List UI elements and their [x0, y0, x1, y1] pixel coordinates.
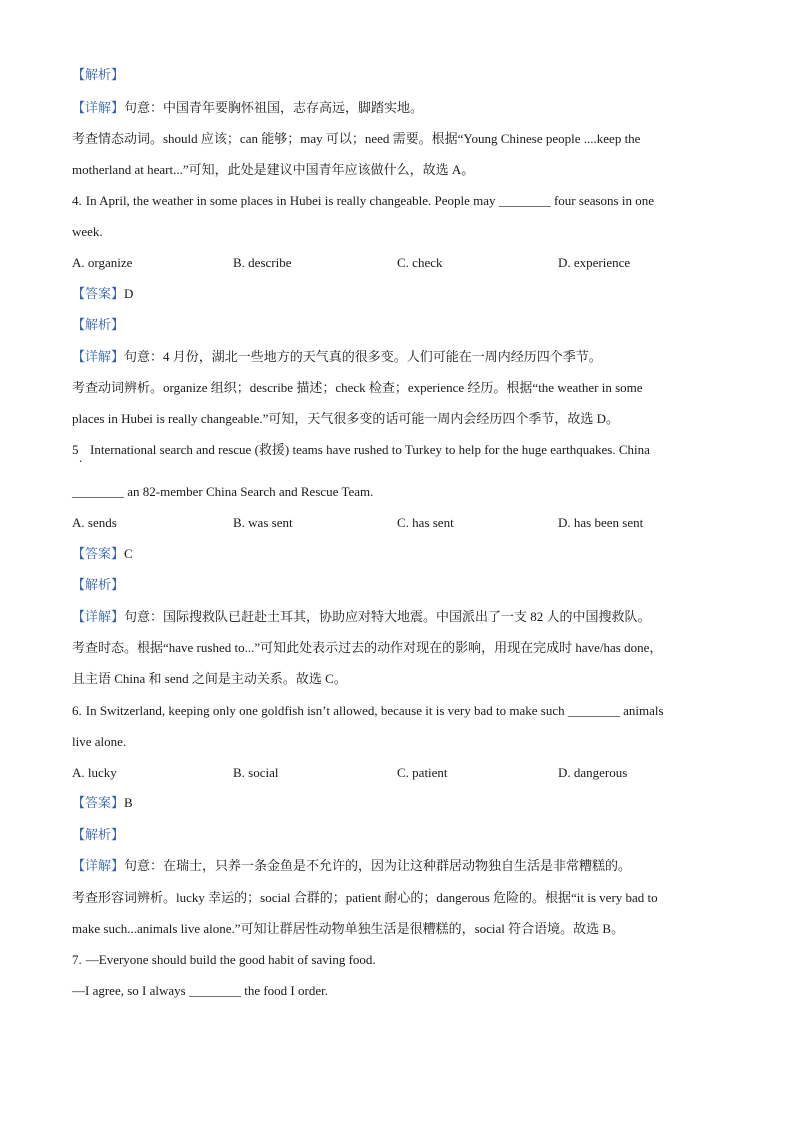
q6-detail-label: 【详解】 [72, 858, 125, 873]
q5-option-a: A. sends [72, 515, 117, 530]
q5-analysis-label: 【解析】 [72, 577, 125, 592]
q5-stem-line-1 [72, 441, 650, 459]
q6-option-a: A. lucky [72, 765, 117, 780]
q4-answer-label: 【答案】 [72, 286, 125, 301]
q5-options [0, 514, 794, 532]
q5-detail-text: 句意：国际搜救队已赶赴土耳其，协助应对特大地震。中国派出了一支 82 人的中国搜救队。 [124, 609, 651, 624]
q4-explanation-line-1: 考查动词辨析。organize 组织；describe 描述；check 检查；experience 经历。根据“the weather in some [72, 380, 643, 395]
q6-analysis-label: 【解析】 [72, 827, 125, 842]
q4-option-a: A. organize [72, 255, 133, 270]
q6-answer-line [72, 794, 133, 812]
q4-answer-line [72, 285, 133, 303]
q4-stem-line-2: week. [72, 224, 103, 239]
q5-stem-line-2: ________ an 82-member China Search and Rescue Team. [72, 484, 374, 499]
q3-detail-text: 句意：中国青年要胸怀祖国，志存高远，脚踏实地。 [124, 100, 424, 115]
q6-stem-text-1: In Switzerland, keeping only one goldfish isn’t allowed, because it is very bad to make such ________ animals [85, 703, 664, 718]
q3-analysis-label: 【解析】 [72, 67, 125, 82]
q6-option-c: C. patient [397, 765, 448, 780]
q5-explanation-line-1: 考查时态。根据“have rushed to...”可知此处表示过去的动作对现在的影响，用现在完成时 have/has done， [72, 640, 663, 655]
q3-explanation-line-2: motherland at heart...”可知，此处是建议中国青年应该做什么，故选 A。 [72, 162, 475, 177]
q6-option-d: D. dangerous [558, 765, 628, 780]
q4-analysis-heading [72, 316, 124, 334]
q6-analysis-heading [72, 826, 124, 844]
q7-number: 7. [72, 952, 82, 967]
q5-detail-label: 【详解】 [72, 609, 125, 624]
q6-options [0, 764, 794, 782]
q4-analysis-label: 【解析】 [72, 317, 125, 332]
q6-stem-line-1 [72, 702, 664, 720]
q5-number-dot: . [79, 450, 83, 465]
q6-answer-label: 【答案】 [72, 795, 125, 810]
q4-detail-label: 【详解】 [72, 349, 125, 364]
q6-answer-value: B [124, 795, 133, 810]
q3-explanation-line-1: 考查情态动词。should 应该；can 能够；may 可以；need 需要。根据“Young Chinese people ....keep the [72, 131, 641, 146]
q3-analysis-heading [72, 66, 124, 84]
q7-stem-line-2: —I agree, so I always ________ the food I order. [72, 983, 328, 998]
q6-option-b: B. social [233, 765, 279, 780]
q4-explanation-line-2: places in Hubei is really changeable.”可知，天气很多变的话可能一周内会经历四个季节，故选 D。 [72, 411, 619, 426]
q5-analysis-heading [72, 576, 124, 594]
q5-detail-line [72, 608, 651, 626]
q7-stem-line-1 [72, 951, 376, 969]
q4-stem-line-1 [72, 192, 654, 210]
q4-stem-text-1: In April, the weather in some places in Hubei is really changeable. People may ________ four seasons in one [85, 193, 654, 208]
q6-explanation-line-1: 考查形容词辨析。lucky 幸运的；social 合群的；patient 耐心的；dangerous 危险的。根据“it is very bad to [72, 890, 658, 905]
q5-option-c: C. has sent [397, 515, 454, 530]
q4-answer-value: D [124, 286, 134, 301]
q6-explanation-line-2: make such...animals live alone.”可知让群居性动物单独生活是很糟糕的，social 符合语境。故选 B。 [72, 921, 625, 936]
q3-detail-line [72, 99, 423, 117]
q4-option-b: B. describe [233, 255, 292, 270]
q5-stem-text-1: International search and rescue (救援) teams have rushed to Turkey to help for the huge earthquakes. China [90, 442, 650, 457]
q5-answer-label: 【答案】 [72, 546, 125, 561]
q7-stem-text-1: —Everyone should build the good habit of saving food. [85, 952, 376, 967]
q5-option-d: D. has been sent [558, 515, 644, 530]
q4-detail-line [72, 348, 602, 366]
q5-explanation-line-2: 且主语 China 和 send 之间是主动关系。故选 C。 [72, 671, 347, 686]
q5-answer-line [72, 545, 133, 563]
q5-answer-value: C [124, 546, 133, 561]
q6-detail-line [72, 857, 631, 875]
q5-number: 5 [72, 442, 79, 457]
q4-detail-text: 句意：4 月份，湖北一些地方的天气真的很多变。人们可能在一周内经历四个季节。 [124, 349, 602, 364]
q4-option-c: C. check [397, 255, 443, 270]
q3-detail-label: 【详解】 [72, 100, 125, 115]
q6-detail-text: 句意：在瑞士，只养一条金鱼是不允许的，因为让这种群居动物独自生活是非常糟糕的。 [124, 858, 632, 873]
q6-stem-line-2: live alone. [72, 734, 127, 749]
q6-number: 6. [72, 703, 82, 718]
q4-options [0, 254, 794, 272]
q5-option-b: B. was sent [233, 515, 293, 530]
q4-number: 4. [72, 193, 82, 208]
q4-option-d: D. experience [558, 255, 631, 270]
